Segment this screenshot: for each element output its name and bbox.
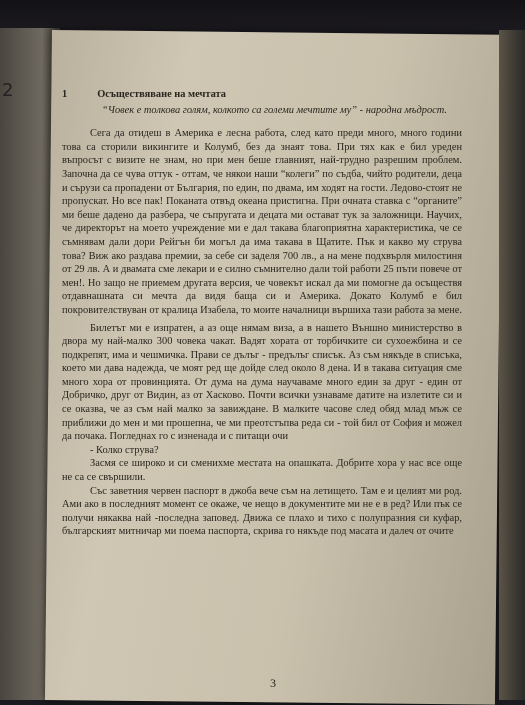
chapter-heading (62, 88, 462, 102)
epigraph: “Човек е толкова голям, колкото са големи мечтите му” - народна мъдрост. (102, 104, 448, 116)
paragraph: Сега да отидеш в Америка е лесна работа, след като преди много, много години това са сторили викингите и Колумб, без да знаят това. При тях как е бил уреден въпросът с визите не знам, но при мен беше главният, най-трудно разрешим проблем. Започна да се чува оттук - оттам, че някои наши “колеги” по съдба, чийто родители, деца и сърузи са пропадени от България, по един, по двама, им ходят на гости. Ледово-стоят не пропускат. Но все пак! Поканата отвъд океана пристигна. При очната ставка с “органите” ми беше дадено да разбера, че съпругата и децата ми остават тук за заложници. Научих, че директорът на моето учреждение ми е дал такава благоприятна характеристика, че се съмнявам дали дори Рейгън би могъл да има такава в Щатите. Пък и какво му струва това? Виж ако раздава премии, за себе си заделя 700 лв., а на мене подхвърля милостиня от 29 лв. А и двамата сме лекари и е силно съмнително дали той работи 25 пъти повече от мен!. Но защо не приемем другата версия, че човекът искал да ми помогне да осъществя отдавнашната си мечта да видя баща си и Америка. Докато Колумб е бил покровителствуван от кралица Изабела, то моите началници вършиха тази работа за мене. (62, 128, 462, 316)
chapter-number: 1 (62, 89, 68, 100)
page-text (62, 88, 462, 539)
paragraph: Билетът ми е изпратен, а аз още нямам виза, а в нашето Външно министерство в двора му най-малко 300 човека чакат. Вадят хората от торбичките си сухоежбина и се подкрепят, има и чешмичка. Прави се дълъг - предълъг списък. Аз съм някъде в списъка, което ми дава надежда, че моят ред ще дойде след около 8 дена. И в такава ситуация сме много хора от провинцията. От дума на дума научаваме много един за друг - един от Добричко, друг от Видин, аз от Хасково. Почти всички узнаваме датите на излетите си и се оказва, че аз съм най малко за завиждане. В малките часове след обяд млад мъж се приближи до мен и ми прошепна, че ми преотстъпва реда си - той бил от София и можел да почака. Погледнах го с изненада и с питащи очи (62, 322, 462, 443)
previous-page-mark: 2 (2, 80, 14, 101)
book-cover-edge (499, 30, 525, 700)
chapter-title: Осъществяване на мечтата (97, 89, 226, 100)
paragraph: - Колко струва? (90, 444, 159, 456)
paragraph: Засмя се широко и си сменихме местата на опашката. Добрите хора у нас все още не са се свършили. (62, 458, 462, 484)
paragraph: Със заветния червен паспорт в джоба вече съм на летището. Там е и целият ми род. Ами ако в последният момент се окаже, че нещо в документите ми не е в ред? Или пък се получи някаква най -последна заповед. Движа се плахо и тихо с полупразния си куфар, българският митничар ми поема паспорта, скрива го някъде под масата и далеч от очите (62, 485, 462, 538)
page-number: 3 (270, 676, 276, 690)
